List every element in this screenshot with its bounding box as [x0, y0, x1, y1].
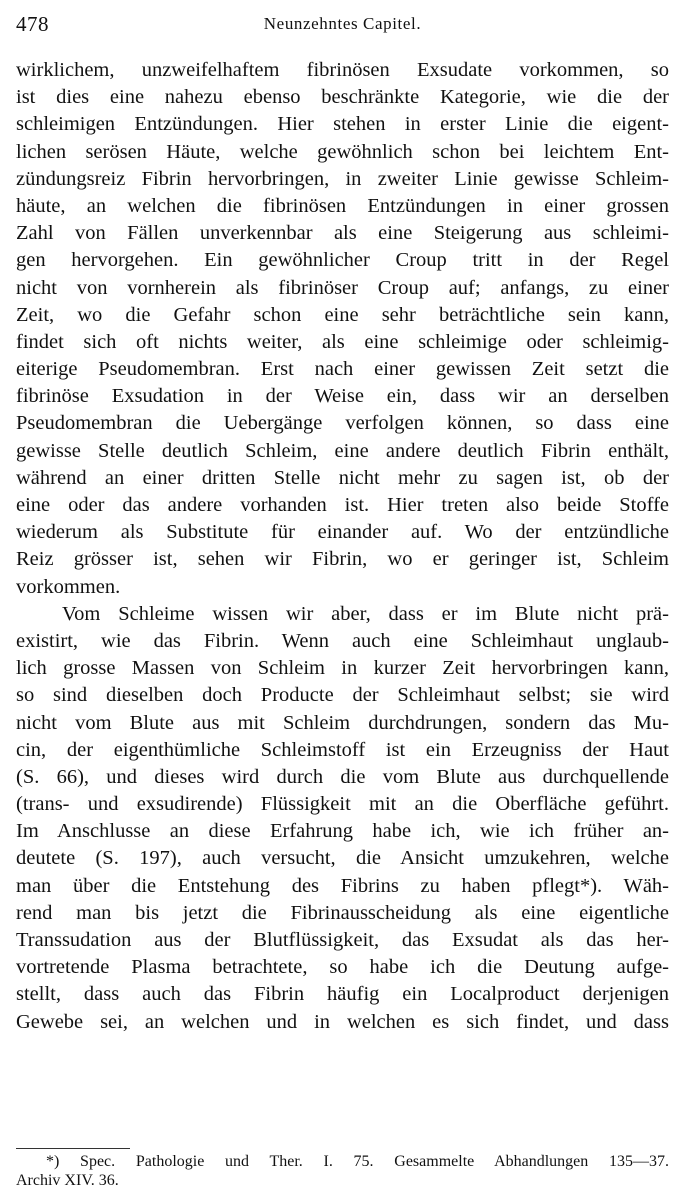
text-line: Zeit, wo die Gefahr schon eine sehr beträchtliche sein kann, [16, 303, 669, 326]
footnote-line: Archiv XIV. 36. [16, 1172, 119, 1189]
body-text [16, 57, 669, 1036]
text-line: (S. 66), und dieses wird durch die vom Blute aus durchquellende [16, 765, 669, 788]
text-line: häute, an welchen die fibrinösen Entzündungen in einer grossen [16, 194, 669, 217]
text-line: man über die Entstehung des Fibrins zu haben pflegt*). Wäh- [16, 874, 669, 897]
text-line: rend man bis jetzt die Fibrinausscheidung als eine eigentliche [16, 901, 669, 924]
text-line: lich grosse Massen von Schleim in kurzer Zeit hervorbringen kann, [16, 657, 669, 680]
text-line: wirklichem, unzweifelhaftem fibrinösen Exsudate vorkommen, so [16, 59, 669, 81]
text-line: existirt, wie das Fibrin. Wenn auch eine Schleimhaut unglaub- [16, 629, 669, 652]
text-line: gen hervorgehen. Ein gewöhnlicher Croup tritt in der Regel [16, 249, 669, 272]
text-line: eine oder das andere vorhanden ist. Hier treten also beide Stoffe [16, 494, 669, 516]
text-line: ist dies eine nahezu ebenso beschränkte Kategorie, wie die der [16, 86, 669, 109]
text-line: während an einer dritten Stelle nicht mehr zu sagen ist, ob der [16, 466, 669, 489]
text-line: vortretende Plasma betrachtete, so habe ich die Deutung aufge- [16, 956, 669, 979]
text-line: so sind dieselben doch Producte der Schleimhaut selbst; sie wird [16, 684, 669, 707]
text-line: wiederum als Substitute für einander auf. Wo der entzündliche [16, 521, 669, 544]
text-line: eiterige Pseudomembran. Erst nach einer gewissen Zeit setzt die [16, 358, 669, 381]
text-line: findet sich oft nichts weiter, als eine schleimige oder schleimig- [16, 330, 669, 353]
footnote [16, 1152, 669, 1190]
text-line: Transsudation aus der Blutflüssigkeit, das Exsudat als das her- [16, 929, 669, 951]
text-line: Im Anschlusse an diese Erfahrung habe ich, wie ich früher an- [16, 820, 669, 843]
text-line: lichen serösen Häute, welche gewöhnlich schon bei leichtem Ent- [16, 140, 669, 163]
text-line: nicht von vornherein als fibrinöser Croup auf; anfangs, zu einer [16, 276, 669, 299]
page-header [16, 12, 669, 38]
footnote-line: *) Spec. Pathologie und Ther. I. 75. Gesammelte Abhandlungen 135—37. [46, 1153, 669, 1170]
text-line: fibrinöse Exsudation in der Weise ein, dass wir an derselben [16, 385, 669, 408]
text-line: Zahl von Fällen unverkennbar als eine Steigerung aus schleimi- [16, 222, 669, 245]
text-line: Reiz grösser ist, sehen wir Fibrin, wo er geringer ist, Schleim [16, 548, 669, 571]
text-line: stellt, dass auch das Fibrin häufig ein Localproduct derjenigen [16, 983, 669, 1006]
text-line: schleimigen Entzündungen. Hier stehen in erster Linie die eigent- [16, 113, 669, 136]
text-line: cin, der eigenthümliche Schleimstoff ist ein Erzeugniss der Haut [16, 738, 669, 761]
text-line: Pseudomembran die Uebergänge verfolgen können, so dass eine [16, 412, 669, 435]
text-line: Gewebe sei, an welchen und in welchen es sich findet, und dass [16, 1010, 669, 1033]
page-number: 478 [16, 12, 49, 36]
paragraph-last-line: vorkommen. [16, 575, 121, 598]
text-line: gewisse Stelle deutlich Schleim, eine andere deutlich Fibrin enthält, [16, 439, 669, 462]
footnote-divider [16, 1148, 130, 1149]
text-line: deutete (S. 197), auch versucht, die Ansicht umzukehren, welche [16, 847, 669, 870]
running-head: Neunzehntes Capitel. [263, 14, 422, 33]
paragraph-first-line: Vom Schleime wissen wir aber, dass er im Blute nicht prä- [62, 602, 669, 625]
text-line: zündungsreiz Fibrin hervorbringen, in zweiter Linie gewisse Schleim- [16, 167, 669, 190]
text-line: nicht vom Blute aus mit Schleim durchdrungen, sondern das Mu- [16, 711, 669, 734]
text-line: (trans- und exsudirende) Flüssigkeit mit an die Oberfläche geführt. [16, 793, 669, 816]
